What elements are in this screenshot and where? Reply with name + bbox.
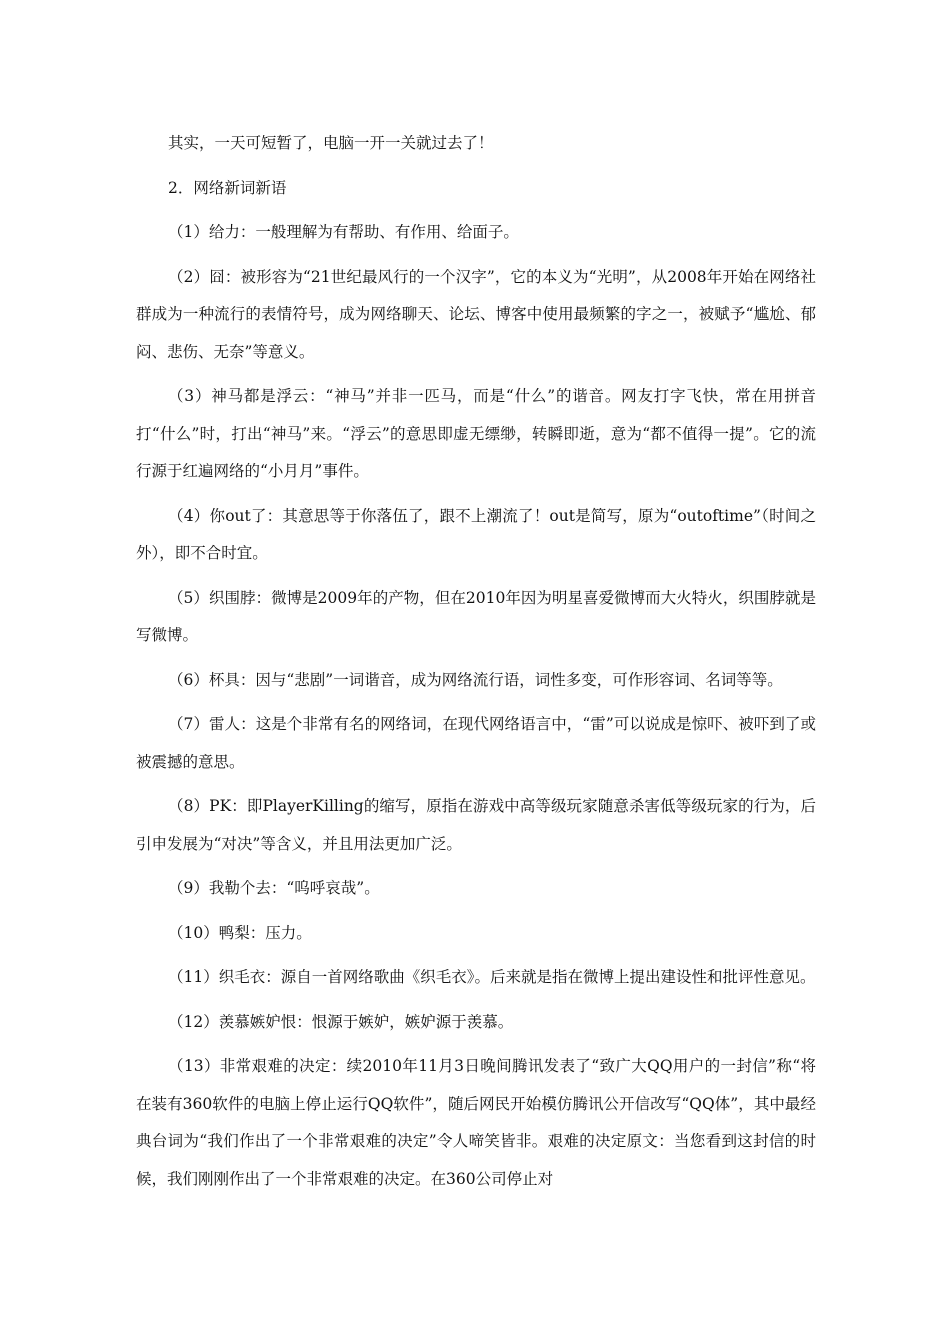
section-heading-new-words: 2．网络新词新语 xyxy=(168,178,287,197)
paragraph-item-12: （12）羡慕嫉妒恨：恨源于嫉妒，嫉妒源于羡慕。 xyxy=(168,1012,514,1031)
paragraph-item-3: （3）神马都是浮云：“神马”并非一匹马，而是“什么”的谐音。网友打字飞快，常在用拼音打“什么”时，打出“神马”来。“浮云”的意思即虚无缥缈，转瞬即逝，意为“都不值得一提”。它的流行源于红遍网络的“小月月”事件。 xyxy=(136,387,816,480)
paragraph-item-13: （13）非常艰难的决定：续2010年11月3日晚间腾讯发表了“致广大QQ用户的一封信”称“将在装有360软件的电脑上停止运行QQ软件”，随后网民开始模仿腾讯公开信改写“QQ体”，其中最经典台词为“我们作出了一个非常艰难的决定”令人啼笑皆非。艰难的决定原文：当您看到这封信的时候，我们刚刚作出了一个非常艰难的决定。在360公司停止对 xyxy=(136,1057,816,1188)
paragraph-item-2: （2）囧：被形容为“21世纪最风行的一个汉字”，它的本义为“光明”，从2008年开始在网络社群成为一种流行的表情符号，成为网络聊天、论坛、博客中使用最频繁的字之一，被赋予“尴尬、郁闷、悲伤、无奈”等意义。 xyxy=(136,267,816,361)
paragraph-item-10: （10）鸭梨：压力。 xyxy=(168,923,312,942)
paragraph-item-6: （6）杯具：因与“悲剧”一词谐音，成为网络流行语，词性多变，可作形容词、名词等等。 xyxy=(168,670,783,689)
paragraph-item-5: （5）织围脖：微博是2009年的产物，但在2010年因为明星喜爱微博而大火特火，织围脖就是写微博。 xyxy=(136,588,816,644)
document-body xyxy=(136,125,816,1205)
paragraph-item-4: （4）你out了：其意思等于你落伍了，跟不上潮流了！out是简写，原为“outoftime”（时间之外），即不合时宜。 xyxy=(136,506,816,562)
paragraph-item-8: （8）PK：即PlayerKilling的缩写，原指在游戏中高等级玩家随意杀害低等级玩家的行为，后引申发展为“对决”等含义，并且用法更加广泛。 xyxy=(136,797,816,853)
paragraph-item-1: （1）给力：一般理解为有帮助、有作用、给面子。 xyxy=(168,223,519,241)
paragraph-item-11: （11）织毛衣：源自一首网络歌曲《织毛衣》。后来就是指在微博上提出建设性和批评性意见。 xyxy=(168,968,816,986)
paragraph-item-7: （7）雷人：这是个非常有名的网络词，在现代网络语言中，“雷”可以说成是惊吓、被吓到了或被震撼的意思。 xyxy=(136,715,816,771)
paragraph-intro-end: 其实，一天可短暂了，电脑一开一关就过去了！ xyxy=(168,134,494,152)
paragraph-item-9: （9）我勒个去：“呜呼哀哉”。 xyxy=(168,879,380,897)
